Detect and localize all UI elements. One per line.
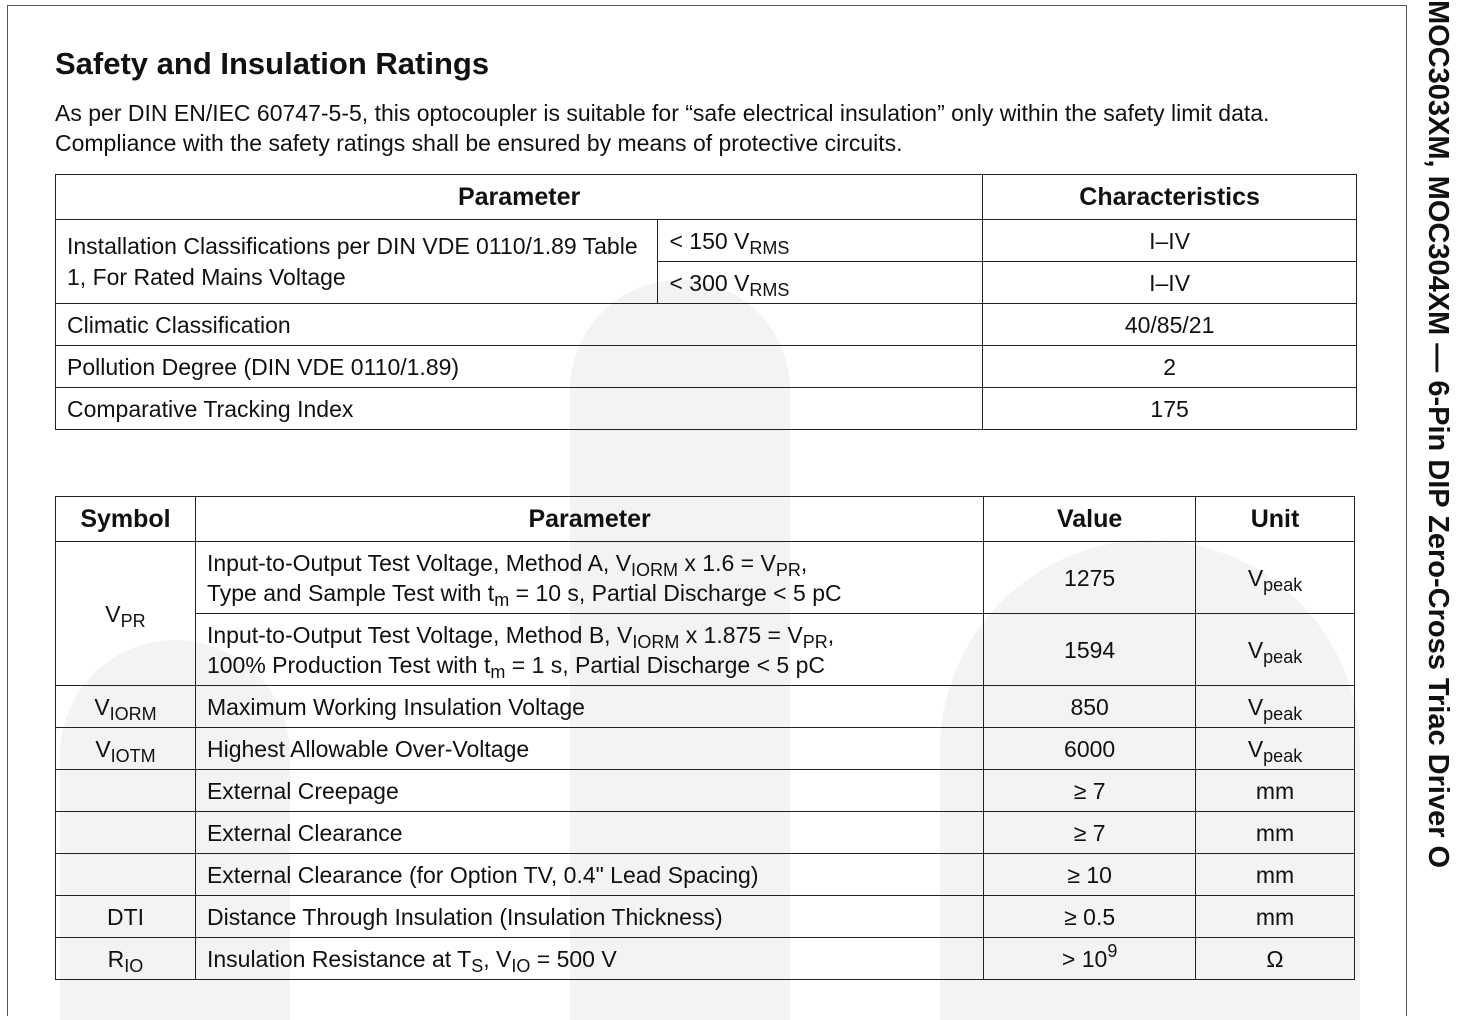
table-row [56, 614, 1355, 686]
header-value: Value [984, 497, 1196, 542]
table-row [56, 728, 1355, 770]
value-viotm: 6000 [984, 728, 1196, 770]
header-parameter: Parameter [56, 175, 983, 220]
param-rio: Insulation Resistance at $T_S$, $V_{IO} = 500$ V [195, 938, 983, 980]
symbol-viorm: $V_{IORM}$ [56, 686, 196, 728]
header-unit: Unit [1196, 497, 1355, 542]
install-value: I–IV [983, 220, 1357, 262]
param-viotm: Highest Allowable Over-Voltage [195, 728, 983, 770]
value-rio: > $10^9$ [984, 938, 1196, 980]
value-cell: ≥ 7 [984, 812, 1196, 854]
param-cell: External Clearance [195, 812, 983, 854]
table-row [56, 686, 1355, 728]
unit-rio: Ω [1196, 938, 1355, 980]
unit-viorm: $V_{peak}$ [1196, 686, 1355, 728]
unit-cell: mm [1196, 812, 1355, 854]
row-value: 2 [983, 346, 1357, 388]
value-method-b: 1594 [984, 614, 1196, 686]
value-cell: ≥ 7 [984, 770, 1196, 812]
table-row [56, 854, 1355, 896]
header-parameter: Parameter [195, 497, 983, 542]
table-header-row [56, 175, 1357, 220]
symbol-cell [56, 812, 196, 854]
table-row [56, 220, 1357, 262]
row-param: Climatic Classification [56, 304, 983, 346]
table-row [56, 542, 1355, 614]
side-title: MOC303XM, MOC304XM — 6-Pin DIP Zero-Cross Triac Driver O [1422, 0, 1454, 869]
param-viorm: Maximum Working Insulation Voltage [195, 686, 983, 728]
header-symbol: Symbol [56, 497, 196, 542]
unit-method-a: $V_{peak}$ [1196, 542, 1355, 614]
param-method-b: Input-to-Output Test Voltage, Method B, $V_{IORM}$ x $1.875 = V_{PR}$, 100% Production Test with $t_m = 1$ s, Partial Discharge < 5 pC [195, 614, 983, 686]
symbol-vpr: $V_{PR}$ [56, 542, 196, 686]
table-row [56, 304, 1357, 346]
install-cond: < 150 $V_{RMS}$ [658, 220, 983, 262]
intro-paragraph: As per DIN EN/IEC 60747-5-5, this optocoupler is suitable for “safe electrical insulation” only within the safety limit data. Compliance with the safety ratings shall be ensured by means of protective circuits. [55, 100, 1270, 156]
table-row [56, 812, 1355, 854]
install-class-label: Installation Classifications per DIN VDE 0110/1.89 Table 1, For Rated Mains Voltage [56, 220, 658, 304]
row-param: Comparative Tracking Index [56, 388, 983, 430]
section-title: Safety and Insulation Ratings [55, 46, 490, 81]
insulation-ratings-table [55, 496, 1355, 980]
header-characteristics: Characteristics [983, 175, 1357, 220]
symbol-cell: DTI [56, 896, 196, 938]
symbol-viotm: $V_{IOTM}$ [56, 728, 196, 770]
value-method-a: 1275 [984, 542, 1196, 614]
table-row [56, 388, 1357, 430]
value-cell: ≥ 0.5 [984, 896, 1196, 938]
row-value: 40/85/21 [983, 304, 1357, 346]
symbol-cell [56, 854, 196, 896]
param-cell: External Clearance (for Option TV, 0.4" Lead Spacing) [195, 854, 983, 896]
unit-cell: mm [1196, 896, 1355, 938]
install-value: I–IV [983, 262, 1357, 304]
table-row [56, 346, 1357, 388]
table-row [56, 896, 1355, 938]
symbol-cell [56, 770, 196, 812]
param-cell: External Creepage [195, 770, 983, 812]
row-param: Pollution Degree (DIN VDE 0110/1.89) [56, 346, 983, 388]
param-method-a: Input-to-Output Test Voltage, Method A, $V_{IORM}$ x $1.6 = V_{PR}$, Type and Sample Test with $t_m = 10$ s, Partial Discharge < 5 pC [195, 542, 983, 614]
table-row [56, 938, 1355, 980]
row-value: 175 [983, 388, 1357, 430]
symbol-rio: $R_{IO}$ [56, 938, 196, 980]
classification-table [55, 174, 1357, 430]
value-cell: ≥ 10 [984, 854, 1196, 896]
param-cell: Distance Through Insulation (Insulation Thickness) [195, 896, 983, 938]
unit-cell: mm [1196, 770, 1355, 812]
table-row [56, 770, 1355, 812]
table-header-row [56, 497, 1355, 542]
unit-cell: mm [1196, 854, 1355, 896]
unit-method-b: $V_{peak}$ [1196, 614, 1355, 686]
unit-viotm: $V_{peak}$ [1196, 728, 1355, 770]
install-cond: < 300 $V_{RMS}$ [658, 262, 983, 304]
value-viorm: 850 [984, 686, 1196, 728]
